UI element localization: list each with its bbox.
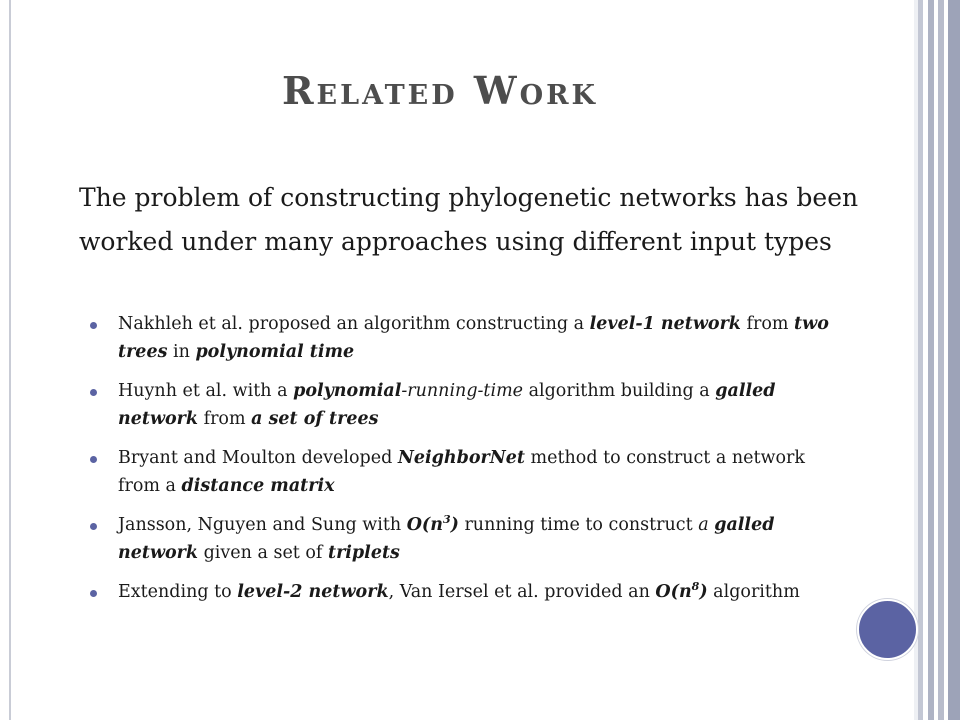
bullet-dot-icon [90, 456, 97, 463]
decorative-circle [857, 599, 918, 660]
bullet-item: Jansson, Nguyen and Sung with $O(n^3)$ running time to construct a galled network given a set of triplets [80, 511, 840, 567]
bullet-item: Huynh et al. with a polynomial-running-time algorithm building a galled network from a set of trees [80, 377, 840, 433]
bullet-dot-icon [90, 389, 97, 396]
bullet-list [80, 310, 840, 617]
lead-paragraph: The problem of constructing phylogenetic networks has been worked under many approaches using different input types [79, 183, 859, 256]
bullet-item: Extending to level-2 network, Van Iersel et al. provided an $O(n^8)$ algorithm [80, 578, 840, 606]
bullet-dot-icon [90, 523, 97, 530]
bullet-item: Nakhleh et al. proposed an algorithm constructing a level-1 network from two trees in polynomial time [80, 310, 840, 366]
bullet-dot-icon [90, 590, 97, 597]
slide-title: Related Work [281, 68, 599, 113]
bullet-item: Bryant and Moulton developed NeighborNet method to construct a network from a distance matrix [80, 444, 840, 500]
bullet-dot-icon [90, 322, 97, 329]
right-decorative-stripes [914, 0, 960, 720]
